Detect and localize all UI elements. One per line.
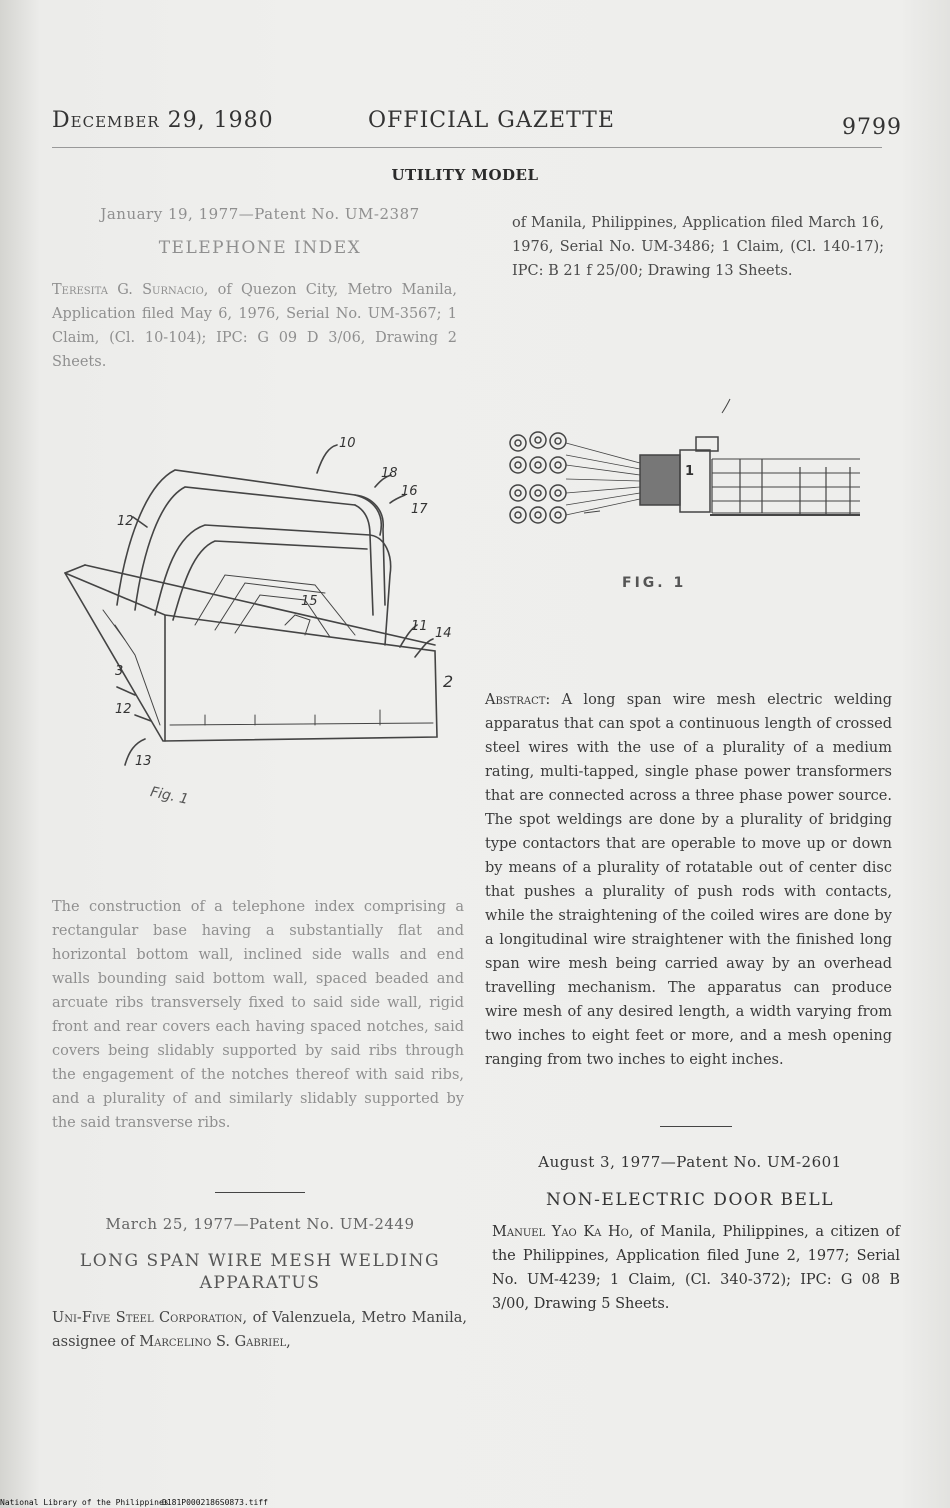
coil-reels bbox=[510, 432, 566, 523]
fig1-label-10: 10 bbox=[339, 436, 356, 451]
entry2-date-patent: March 25, 1977—Patent No. UM-2449 bbox=[105, 1215, 415, 1233]
divider-1 bbox=[215, 1192, 305, 1193]
entry1-applicant-details: of Quezon City, Metro Manila, Application filed May 6, 1976, Serial No. UM-3567; 1 Claim, (Cl. 10-104); IPC: G 09 D 3/06, Drawing 2 Sheets. bbox=[52, 282, 458, 370]
entry2-applicant-name: Uni-Five Steel Corporation, bbox=[52, 1310, 248, 1326]
telephone-index-drawing bbox=[55, 425, 465, 825]
abstract-label: Abstract: bbox=[485, 692, 551, 708]
entry3-applicant bbox=[492, 1220, 900, 1316]
page-number: 9799 bbox=[842, 115, 902, 140]
fig1-label-17: 17 bbox=[411, 502, 428, 517]
fig1-label-12b: 12 bbox=[115, 702, 132, 717]
fig1-label-11: 11 bbox=[411, 619, 428, 634]
abstract bbox=[485, 688, 892, 1072]
entry3-date-patent: August 3, 1977—Patent No. UM-2601 bbox=[538, 1153, 842, 1171]
footer-file-id: D181P0002186S0873.tiff bbox=[162, 1498, 268, 1507]
fig1-label-2: 2 bbox=[443, 672, 454, 691]
entry2-assignee-name: Marcelino S. Gabriel, bbox=[139, 1334, 291, 1350]
fig1-label-13: 13 bbox=[135, 754, 152, 769]
fig1-label-18: 18 bbox=[381, 466, 398, 481]
header-rule bbox=[52, 147, 882, 148]
entry1-claim: The construction of a telephone index comprising a rectangular base having a substantially flat and horizontal bottom wall, inclined side walls and end walls bounding said bottom wall, spaced beaded and arcuate ribs transversely fixed to said side wall, rigid front and rear covers each having spaced notches, said covers being slidably supported by said ribs through the engagement of the notches thereof with said ribs, and a plurality of and similarly slidably supported by the said transverse ribs. bbox=[52, 899, 464, 1131]
entry1-applicant bbox=[52, 278, 457, 374]
fig-wire-caption: FIG. 1 bbox=[622, 575, 687, 591]
fig1-label-15: 15 bbox=[301, 594, 318, 609]
entry2-title: LONG SPAN WIRE MESH WELDING APPARATUS bbox=[79, 1251, 441, 1293]
entry1-title: TELEPHONE INDEX bbox=[158, 238, 362, 258]
header-date: December 29, 1980 bbox=[52, 108, 274, 133]
fig1-label-3: 3 bbox=[115, 664, 124, 679]
fig1-caption: Fig. 1 bbox=[148, 784, 190, 808]
divider-2 bbox=[660, 1126, 732, 1127]
wire-mesh-apparatus-drawing bbox=[500, 395, 880, 605]
footer-library: National Library of the Philippines bbox=[0, 1498, 169, 1507]
header-title: OFFICIAL GAZETTE bbox=[368, 108, 615, 133]
abstract-text: A long span wire mesh electric welding apparatus that can spot a continuous length of crossed steel wires with the use of a plurality of a medium rating, multi-tapped, single phase power transformers that are connected across a three phase power source. The spot weldings are done by a plurality of bridging type contactors that are operable to move up or down by means of a plurality of rotatable out of center disc that pushes a plurality of push rods with contacts, while the straightening of the coiled wires are done by a longitudinal wire straightener with the finished long span wire mesh being carried away by an overhead travelling mechanism. The apparatus can produce wire mesh of any desired length, a width varying from two inches to eight feet or more, and a mesh opening ranging from two inches to eight inches. bbox=[485, 692, 892, 1068]
fig1-label-12a: 12 bbox=[117, 514, 134, 529]
fig1-label-16: 16 bbox=[401, 484, 418, 499]
entry1-applicant-name: Teresita G. Surnacio, bbox=[52, 282, 209, 298]
entry3-title: NON-ELECTRIC DOOR BELL bbox=[546, 1190, 834, 1210]
entry2-continued: of Manila, Philippines, Application filed March 16, 1976, Serial No. UM-3486; 1 Claim, (Cl. 140-17); IPC: B 21 f 25/00; Drawing 13 Sheets. bbox=[512, 215, 884, 279]
svg-text:1: 1 bbox=[685, 464, 695, 479]
entry2-applicant-mid: of Valenzuela, Metro Manila, assignee of bbox=[52, 1310, 468, 1350]
entry3-applicant-details: of Manila, Philippines, a citizen of the Philippines, Application filed June 2, 1977; Serial No. UM-4239; 1 Claim, (Cl. 340-372); IPC: G 08 B 3/00, Drawing 5 Sheets. bbox=[492, 1224, 901, 1312]
section-title: UTILITY MODEL bbox=[391, 166, 539, 184]
entry2-applicant bbox=[52, 1306, 467, 1354]
entry1-date-patent: January 19, 1977—Patent No. UM-2387 bbox=[100, 205, 420, 223]
fig1-label-14: 14 bbox=[435, 626, 452, 641]
entry3-applicant-name: Manuel Yao Ka Ho, bbox=[492, 1224, 634, 1240]
